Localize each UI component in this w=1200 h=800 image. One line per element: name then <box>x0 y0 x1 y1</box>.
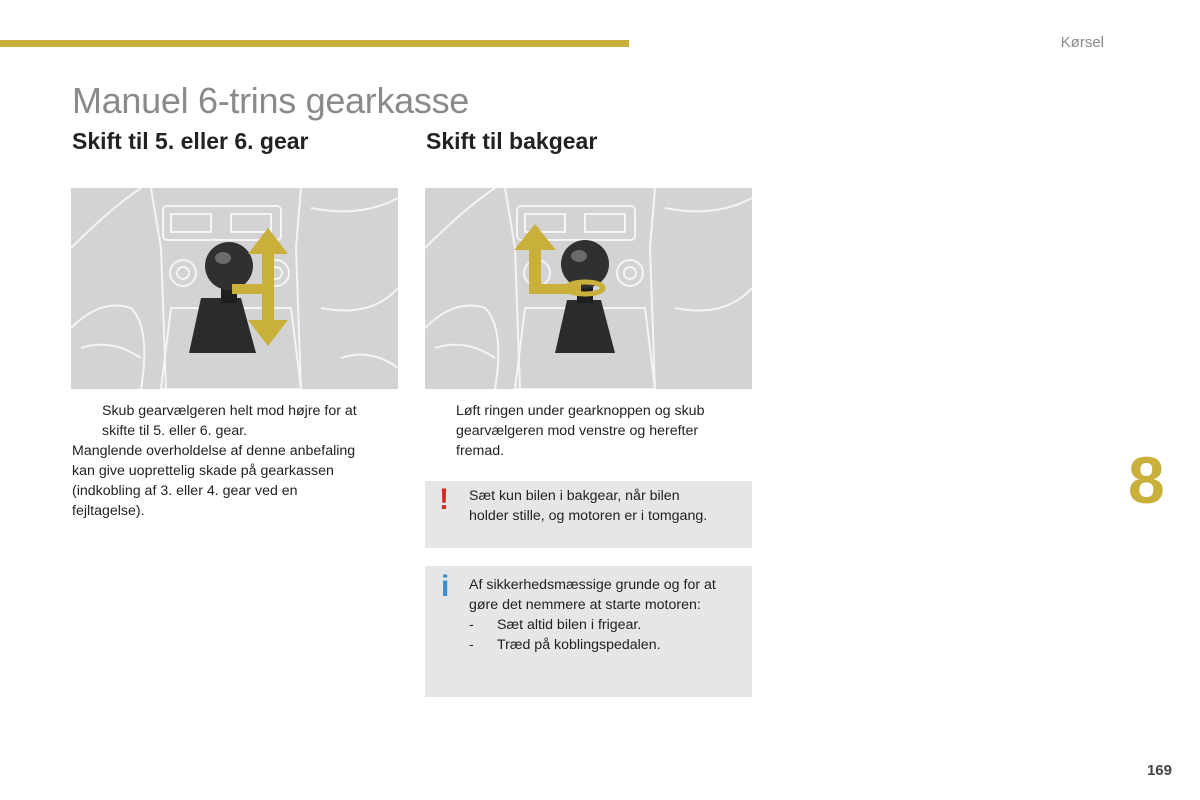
right-bullet-line: Løft ringen under gearknoppen og skub <box>456 403 705 419</box>
left-bullet <box>72 401 402 441</box>
right-text-block <box>426 401 756 461</box>
list-dash: - <box>469 617 474 633</box>
header-accent-bar <box>0 40 629 47</box>
left-bullet-line: skifte til 5. eller 6. gear. <box>102 423 248 439</box>
page-title: Manuel 6-trins gearkasse <box>72 80 469 121</box>
finger-pointer-icon <box>72 401 102 441</box>
info-list-item <box>469 635 742 655</box>
left-para-line: kan give uoprettelig skade på gearkassen <box>72 463 334 479</box>
right-bullet <box>426 401 756 461</box>
warning-line: holder stille, og motoren er i tomgang. <box>469 508 708 524</box>
info-text <box>469 575 742 655</box>
right-bullet-line: gearvælgeren mod venstre og herefter <box>456 423 699 439</box>
page-number: 169 <box>1146 762 1172 779</box>
info-list-item <box>469 615 742 635</box>
section-label: Kørsel <box>1060 34 1104 51</box>
info-list-text: Sæt altid bilen i frigear. <box>497 617 642 633</box>
left-para-line: fejltagelse). <box>72 503 145 519</box>
chapter-number: 8 <box>1128 443 1165 517</box>
gear-shift-reverse-illustration <box>425 188 752 389</box>
right-bullet-line: fremad. <box>456 443 505 459</box>
left-heading: Skift til 5. eller 6. gear <box>72 128 309 154</box>
info-list-text: Træd på koblingspedalen. <box>497 637 661 653</box>
info-line: gøre det nemmere at starte motoren: <box>469 597 701 613</box>
gear-shift-5-6-illustration <box>71 188 398 389</box>
left-bullet-line: Skub gearvælgeren helt mod højre for at <box>102 403 357 419</box>
warning-box <box>425 481 752 548</box>
info-box <box>425 566 752 697</box>
list-dash: - <box>469 637 474 653</box>
right-heading: Skift til bakgear <box>426 128 598 154</box>
left-para-line: Manglende overholdelse af denne anbefaling <box>72 443 356 459</box>
warning-text <box>469 486 742 526</box>
warning-exclamation-icon: ! <box>439 483 449 516</box>
left-text-block <box>72 401 402 521</box>
warning-line: Sæt kun bilen i bakgear, når bilen <box>469 488 680 504</box>
info-icon: i <box>441 570 450 603</box>
left-para-line: (indkobling af 3. eller 4. gear ved en <box>72 483 298 499</box>
finger-pointer-icon <box>426 401 456 461</box>
info-line: Af sikkerhedsmæssige grunde og for at <box>469 577 716 593</box>
